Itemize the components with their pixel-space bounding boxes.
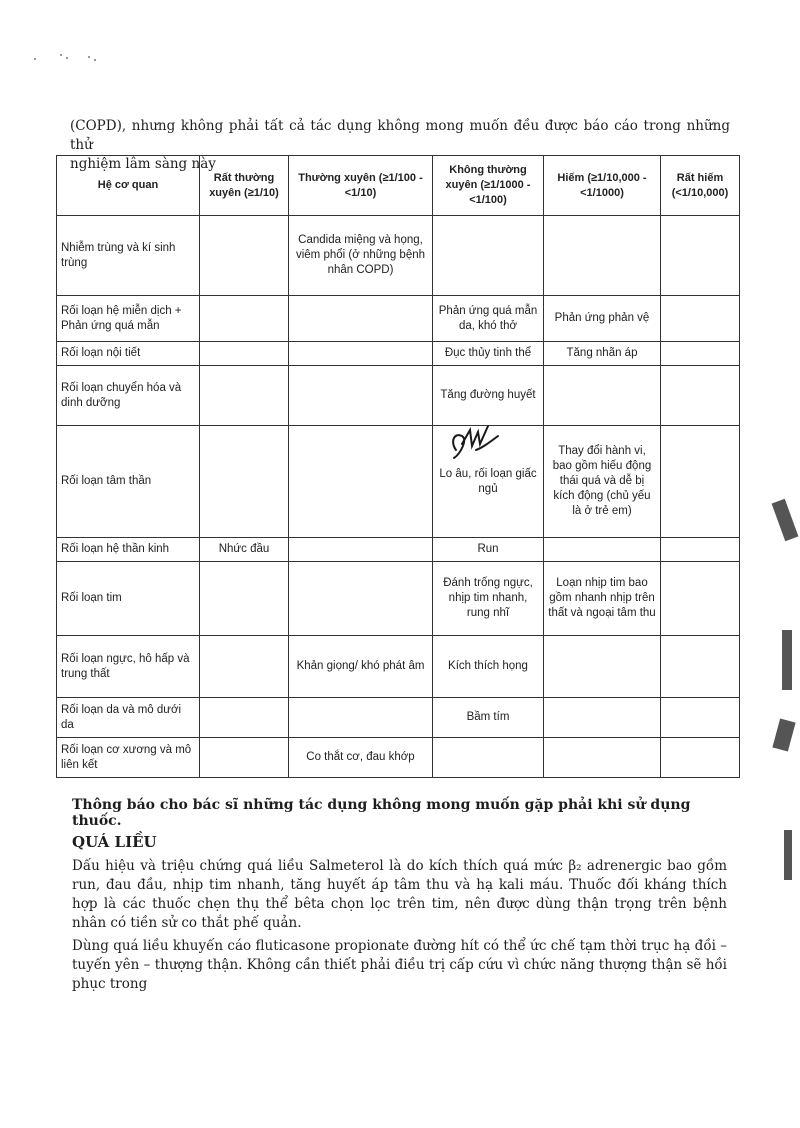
very-common-cell xyxy=(200,366,289,426)
very-rare-cell xyxy=(661,296,740,342)
organ-cell: Rối loạn ngực, hô hấp và trung thất xyxy=(57,636,200,698)
table-row xyxy=(57,426,740,538)
uncommon-cell xyxy=(433,738,544,778)
table-row xyxy=(57,342,740,366)
rare-cell xyxy=(544,636,661,698)
rare-cell xyxy=(544,216,661,296)
header-uncommon: Không thường xuyên (≥1/1000 - <1/100) xyxy=(433,156,544,216)
very-rare-cell xyxy=(661,342,740,366)
uncommon-cell: Phản ứng quá mẫn da, khó thở xyxy=(433,296,544,342)
header-organ-system: Hệ cơ quan xyxy=(57,156,200,216)
organ-cell: Nhiễm trùng và kí sinh trùng xyxy=(57,216,200,296)
very-rare-cell xyxy=(661,426,740,538)
table-row xyxy=(57,698,740,738)
adverse-effects-table xyxy=(56,155,740,778)
table-header-row xyxy=(57,156,740,216)
table-row xyxy=(57,366,740,426)
header-very-common: Rất thường xuyên (≥1/10) xyxy=(200,156,289,216)
uncommon-cell: Đánh trống ngực, nhịp tim nhanh, rung nhĩ xyxy=(433,562,544,636)
organ-cell: Rối loạn tim xyxy=(57,562,200,636)
uncommon-cell: Lo âu, rối loạn giấc ngủ xyxy=(433,426,544,538)
common-cell: Khản giọng/ khó phát âm xyxy=(289,636,433,698)
common-cell: Co thắt cơ, đau khớp xyxy=(289,738,433,778)
common-cell xyxy=(289,426,433,538)
rare-cell: Phản ứng phản vệ xyxy=(544,296,661,342)
scan-edge-marks xyxy=(770,490,800,910)
common-cell xyxy=(289,296,433,342)
rare-cell: Thay đổi hành vi, bao gồm hiếu động thái quá và dễ bị kích động (chủ yếu là ở trẻ em) xyxy=(544,426,661,538)
organ-cell: Rối loạn hệ thần kinh xyxy=(57,538,200,562)
very-rare-cell xyxy=(661,738,740,778)
intro-line-2: nghiệm lâm sàng này xyxy=(70,156,216,172)
rare-cell: Loạn nhịp tim bao gồm nhanh nhịp trên thất và ngoại tâm thu xyxy=(544,562,661,636)
organ-cell: Rối loạn chuyển hóa và dinh dưỡng xyxy=(57,366,200,426)
uncommon-cell: Tăng đường huyết xyxy=(433,366,544,426)
uncommon-cell: Bầm tím xyxy=(433,698,544,738)
common-cell xyxy=(289,698,433,738)
table-row xyxy=(57,562,740,636)
overdose-paragraph-2: Dùng quá liều khuyến cáo fluticasone propionate đường hít có thể ức chế tạm thời trục hạ đồi – tuyến yên – thượng thận. Không cần thiết phải điều trị cấp cứu vì chức năng thượng thận sẽ hồi phục trong xyxy=(72,938,727,992)
very-rare-cell xyxy=(661,538,740,562)
very-common-cell xyxy=(200,738,289,778)
very-common-cell: Nhức đầu xyxy=(200,538,289,562)
handwritten-signature xyxy=(446,420,502,466)
table-row xyxy=(57,538,740,562)
organ-cell: Rối loạn nội tiết xyxy=(57,342,200,366)
rare-cell xyxy=(544,366,661,426)
very-common-cell xyxy=(200,562,289,636)
table-row xyxy=(57,636,740,698)
very-rare-cell xyxy=(661,366,740,426)
rare-cell xyxy=(544,538,661,562)
very-common-cell xyxy=(200,426,289,538)
very-common-cell xyxy=(200,698,289,738)
scan-specks xyxy=(30,52,110,66)
very-common-cell xyxy=(200,216,289,296)
common-cell xyxy=(289,342,433,366)
organ-cell: Rối loạn da và mô dưới da xyxy=(57,698,200,738)
notice-text: Thông báo cho bác sĩ những tác dụng không mong muốn gặp phải khi sử dụng thuốc. xyxy=(72,797,691,829)
very-rare-cell xyxy=(661,216,740,296)
rare-cell xyxy=(544,738,661,778)
common-cell xyxy=(289,538,433,562)
overdose-title: QUÁ LIỀU xyxy=(72,833,157,851)
organ-cell: Rối loạn tâm thần xyxy=(57,426,200,538)
table-row xyxy=(57,738,740,778)
uncommon-cell: Run xyxy=(433,538,544,562)
table-row xyxy=(57,296,740,342)
rare-cell: Tăng nhãn áp xyxy=(544,342,661,366)
very-rare-cell xyxy=(661,562,740,636)
organ-cell: Rối loạn hệ miễn dịch + Phản ứng quá mẫn xyxy=(57,296,200,342)
very-rare-cell xyxy=(661,636,740,698)
table-row xyxy=(57,216,740,296)
common-cell: Candida miệng và họng, viêm phổi (ở những bệnh nhân COPD) xyxy=(289,216,433,296)
header-rare: Hiếm (≥1/10,000 - <1/1000) xyxy=(544,156,661,216)
organ-cell: Rối loạn cơ xương và mô liên kết xyxy=(57,738,200,778)
intro-line-1: (COPD), nhưng không phải tất cả tác dụng không mong muốn đều được báo cáo trong những thử xyxy=(70,118,730,153)
very-common-cell xyxy=(200,636,289,698)
uncommon-cell xyxy=(433,216,544,296)
overdose-paragraph-1: Dấu hiệu và triệu chứng quá liều Salmeterol là do kích thích quá mức β₂ adrenergic bao gồm run, đau đầu, nhịp tim nhanh, tăng huyết áp tâm thu và hạ kali máu. Thuốc đối kháng thích hợp là các thuốc chẹn thụ thể bêta chọn lọc trên tim, nên được dùng thận trọng trên bệnh nhân có tiền sử co thắt phế quản. xyxy=(72,858,727,931)
very-common-cell xyxy=(200,342,289,366)
rare-cell xyxy=(544,698,661,738)
common-cell xyxy=(289,562,433,636)
uncommon-cell: Kích thích họng xyxy=(433,636,544,698)
uncommon-cell: Đục thủy tinh thể xyxy=(433,342,544,366)
very-common-cell xyxy=(200,296,289,342)
very-rare-cell xyxy=(661,698,740,738)
common-cell xyxy=(289,366,433,426)
header-common: Thường xuyên (≥1/100 - <1/10) xyxy=(289,156,433,216)
header-very-rare: Rất hiếm (<1/10,000) xyxy=(661,156,740,216)
